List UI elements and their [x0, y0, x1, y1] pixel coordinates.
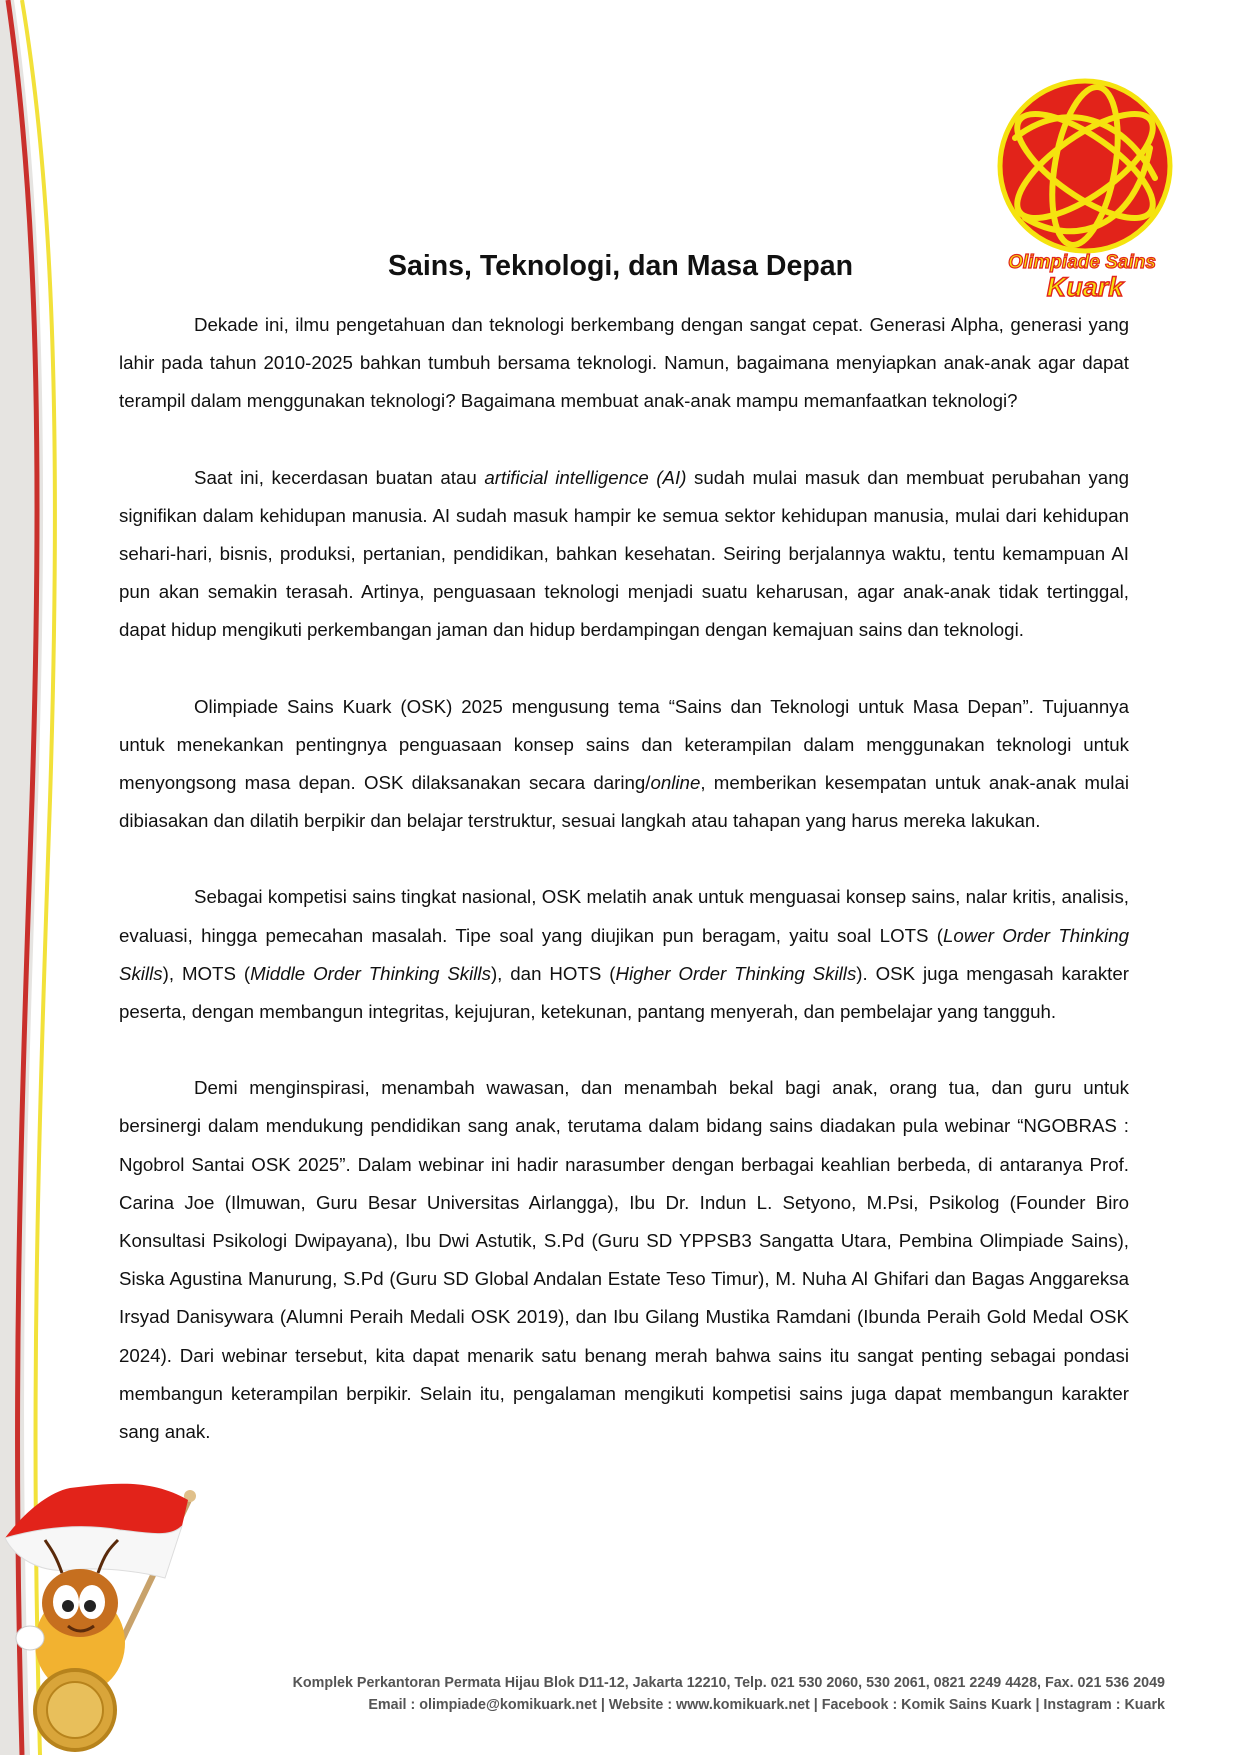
footer-address: Komplek Perkantoran Permata Hijau Blok D11-12, Jakarta 12210, Telp. 021 530 2060, 530 2061, 0821 2249 4428, Fax. 021 536 2049: [292, 1675, 1165, 1691]
paragraph-4-italic-term: Higher Order Thinking Skills: [615, 962, 857, 984]
paragraph-4-italic-term: Lower Order Thinking Skills: [119, 924, 1129, 984]
paragraph-2-text: Saat ini, kecerdasan buatan atau: [194, 466, 485, 488]
paragraph-4-text: ), dan HOTS (: [490, 962, 616, 984]
logo-text-line1: Olimpiade Sains: [1008, 252, 1156, 273]
article-body: [119, 306, 1129, 1451]
paragraph-3: [119, 688, 1129, 841]
paragraph-3-text: , memberikan kesempatan untuk anak-anak mulai dibiasakan dan dilatih berpikir dan belajar terstruktur, sesuai langkah atau tahapan yang harus mereka lakukan.: [119, 772, 1130, 832]
footer-contacts: Email : olimpiade@komikuark.net | Website : www.komikuark.net | Facebook : Komik Sains Kuark | Instagram : Kuark: [368, 1697, 1165, 1713]
paragraph-4-text: ), MOTS (: [162, 962, 251, 984]
document-title: Sains, Teknologi, dan Masa Depan: [387, 250, 854, 282]
paragraph-4-italic-term: Middle Order Thinking Skills: [250, 962, 491, 984]
paragraph-2-text: sudah mulai masuk dan membuat perubahan yang signifikan dalam kehidupan manusia. AI sudah masuk hampir ke semua sektor kehidupan manusia, mulai dari kehidupan sehari-hari, bisnis, produksi, pertanian, pendidikan, bahkan kesehatan. Seiring berjalannya waktu, tentu kemampuan AI pun akan semakin terasah. Artinya, penguasaan teknologi menjadi suatu keharusan, agar anak-anak tidak tertinggal, dapat hidup mengikuti perkembangan jaman dan hidup berdampingan dengan kemajuan sains dan teknologi.: [119, 466, 1129, 641]
paragraph-4-text: ). OSK juga mengasah karakter peserta, dengan membangun integritas, kejujuran, ketekunan, pantang menyerah, dan pembelajar yang tangguh.: [119, 962, 1129, 1023]
paragraph-2-italic-term: artificial intelligence (AI): [484, 466, 687, 488]
paragraph-3-text: Olimpiade Sains Kuark (OSK) 2025 mengusung tema “Sains dan Teknologi untuk Masa Depan”. Tujuannya untuk menekankan pentingnya penguasaan konsep sains dan keterampilan dalam menggunakan teknologi untuk menyongsong masa depan. OSK dilaksanakan secara daring/: [119, 695, 1129, 794]
paragraph-3-italic-term: online: [650, 772, 701, 794]
paragraph-2: [119, 459, 1129, 650]
paragraph-4: [119, 878, 1129, 1031]
kuark-mascot-illustration: [0, 1478, 215, 1755]
logo-text-line2: Kuark: [1046, 272, 1124, 302]
paragraph-4-text: Sebagai kompetisi sains tingkat nasional, OSK melatih anak untuk menguasai konsep sains, nalar kritis, analisis, evaluasi, hingga pemecahan masalah. Tipe soal yang diujikan pun beragam, yaitu soal LOTS (: [119, 886, 1129, 946]
page-footer: [210, 1672, 1165, 1716]
paragraph-1: Dekade ini, ilmu pengetahuan dan teknologi berkembang dengan sangat cepat. Generasi Alpha, generasi yang lahir pada tahun 2010-2025 bahkan tumbuh bersama teknologi. Namun, bagaimana menyiapkan anak-anak agar dapat terampil dalam menggunakan teknologi? Bagaimana membuat anak-anak mampu memanfaatkan teknologi?: [119, 314, 1129, 412]
paragraph-5: Demi menginspirasi, menambah wawasan, dan menambah bekal bagi anak, orang tua, dan guru untuk bersinergi dalam mendukung pendidikan sang anak, terutama dalam bidang sains diadakan pula webinar “NGOBRAS : Ngobrol Santai OSK 2025”. Dalam webinar ini hadir narasumber dengan berbagai keahlian berbeda, di antaranya Prof. Carina Joe (Ilmuwan, Guru Besar Universitas Airlangga), Ibu Dr. Indun L. Setyono, M.Psi, Psikolog (Founder Biro Konsultasi Psikologi Dwipayana), Ibu Dwi Astutik, S.Pd (Guru SD YPPSB3 Sangatta Utara, Pembina Olimpiade Sains), Siska Agustina Manurung, S.Pd (Guru SD Global Andalan Estate Teso Timur), M. Nuha Al Ghifari dan Bagas Anggareksa Irsyad Danisywara (Alumni Peraih Medali OSK 2019), dan Ibu Gilang Mustika Ramdani (Ibunda Peraih Gold Medal OSK 2024). Dari webinar tersebut, kita dapat menarik satu benang merah bahwa sains itu sangat penting sebagai pondasi membangun keterampilan berpikir. Selain itu, pengalaman mengikuti kompetisi sains juga dapat membangun karakter sang anak.: [119, 1077, 1129, 1443]
